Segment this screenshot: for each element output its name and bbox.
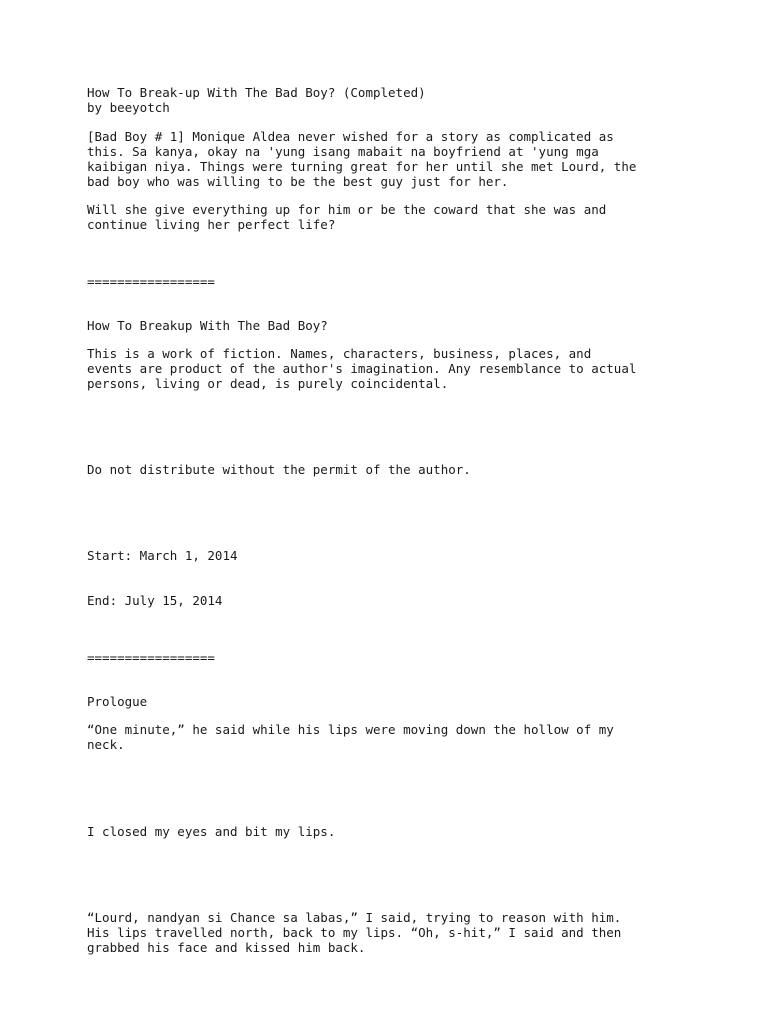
prologue-line: “Lourd, nandyan si Chance sa labas,” I said, trying to reason with him.	[87, 910, 622, 925]
prologue-line: I closed my eyes and bit my lips.	[87, 824, 336, 839]
separator: =================	[87, 274, 215, 289]
summary-line: bad boy who was willing to be the best guy just for her.	[87, 174, 509, 189]
prologue-line: neck.	[87, 737, 125, 752]
question-line: continue living her perfect life?	[87, 217, 336, 232]
question-line: Will she give everything up for him or be the coward that she was and	[87, 202, 607, 217]
disclaimer-line: This is a work of fiction. Names, characters, business, places, and	[87, 346, 592, 361]
disclaimer-line: persons, living or dead, is purely coincidental.	[87, 376, 449, 391]
summary-line: [Bad Boy # 1] Monique Aldea never wished for a story as complicated as	[87, 129, 614, 144]
section-heading: How To Breakup With The Bad Boy?	[87, 318, 328, 333]
separator: =================	[87, 650, 215, 665]
distribution-notice: Do not distribute without the permit of the author.	[87, 462, 471, 477]
story-byline: by beeyotch	[87, 100, 170, 115]
summary-line: kaibigan niya. Things were turning great for her until she met Lourd, the	[87, 159, 637, 174]
start-date: Start: March 1, 2014	[87, 548, 238, 563]
prologue-heading: Prologue	[87, 694, 148, 709]
story-title: How To Break-up With The Bad Boy? (Completed)	[87, 85, 426, 100]
prologue-line: His lips travelled north, back to my lips. “Oh, s-hit,” I said and then	[87, 925, 622, 940]
prologue-line: grabbed his face and kissed him back.	[87, 940, 366, 955]
prologue-line: “One minute,” he said while his lips were moving down the hollow of my	[87, 722, 614, 737]
disclaimer-line: events are product of the author's imagination. Any resemblance to actual	[87, 361, 637, 376]
end-date: End: July 15, 2014	[87, 593, 223, 608]
summary-line: this. Sa kanya, okay na 'yung isang mabait na boyfriend at 'yung mga	[87, 144, 599, 159]
